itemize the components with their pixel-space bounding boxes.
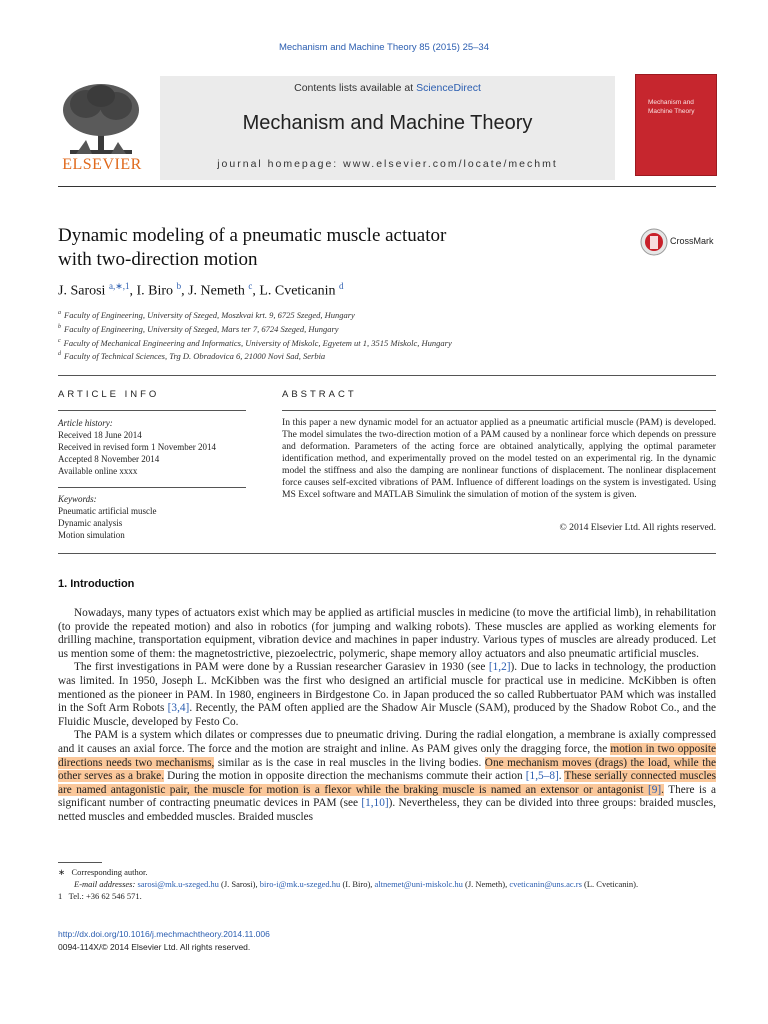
paragraph: The PAM is a system which dilates or compresses due to pneumatic driving. During the radial elongation, a membrane is axially compressed and it causes an axial force. The force and the motion are straight and inline. As PAM gives only the dragging force, the motion in two opposite directions needs two mechanisms, similar as is the case in real muscles in the living bodies. One mechanism moves (drags) the load, while the other serves as a brake. During the motion in opposite direction the mechanisms commute their action [1,5–8]. These serially connected muscles are named antagonistic pair, the muscle for motion is a flexor while the braking muscle is named an extensor or antagonist [9]. There is a significant number of contracting pneumatic devices in PAM (see [1,10]). Nevertheless, they can be divided into three groups: braided muscles, netted muscles and embedded muscles. Braided muscles (58, 729, 717, 823)
corresponding-author-note: ∗ Corresponding author. (58, 867, 148, 877)
telephone-note: 1 Tel.: +36 62 546 571. (58, 891, 142, 901)
abstract-copyright: © 2014 Elsevier Ltd. All rights reserved. (559, 522, 716, 533)
keywords-rule (58, 487, 246, 488)
paragraph: Nowadays, many types of actuators exist which may be applied as artificial muscles in medicine (to move the artificial limb), in rehabilitation (to provide the repeated motion) and also in robotics (for jumping and walking robots). These muscles are applied as working elements for drilling machine, transportation equipment, vibration device and machines in paper industry. Various types of muscles are already produced. Let us mention some of them: the magnetostrictive, piezoelectric, polymeric, shape memory alloy actuators and also pneumatic artificial muscles. (58, 607, 716, 660)
affiliation-item: $^d$ Faculty of Technical Sciences, Trg D. Obradovica 6, 21000 Novi Sad, Serbia (58, 351, 326, 362)
citation-link[interactable]: [1,10] (361, 797, 389, 810)
doi-link[interactable]: http://dx.doi.org/10.1016/j.mechmachtheory.2014.11.006 (58, 929, 270, 939)
affiliation-item: $^b$ Faculty of Engineering, University of Szeged, Mars ter 7, 6724 Szeged, Hungary (58, 323, 339, 334)
sciencedirect-link[interactable]: ScienceDirect (416, 82, 481, 94)
journal-homepage: journal homepage: www.elsevier.com/locate/mechmt (217, 158, 558, 170)
publisher-wordmark: ELSEVIER (62, 156, 142, 173)
highlighted-text[interactable]: One mechanism moves (drags) the load, while the other serves as a brake. (58, 756, 716, 783)
author-affiliation-mark[interactable]: c (248, 281, 253, 291)
crossmark-label: CrossMark (670, 236, 714, 246)
author-name: J. Nemeth (188, 283, 245, 299)
keywords: Keywords: Pneumatic artificial muscle Dynamic analysis Motion simulation (58, 493, 246, 541)
introduction-body (58, 607, 716, 825)
author-name: L. Cveticanin (259, 283, 336, 299)
author-affiliation-mark[interactable]: b (176, 281, 182, 291)
issn-line: 0094-114X/© 2014 Elsevier Ltd. All rights reserved. (58, 942, 251, 952)
author-name: I. Biro (136, 283, 174, 299)
keyword: Pneumatic artificial muscle (58, 506, 157, 516)
author-affiliation-mark[interactable]: a,∗,1 (108, 281, 130, 291)
article-info-rule (58, 410, 246, 411)
journal-homepage-link[interactable]: www.elsevier.com/locate/mechmt (343, 158, 558, 170)
author-name: J. Sarosi (58, 283, 106, 299)
citation-link[interactable]: [9] (647, 783, 662, 796)
journal-cover-thumbnail[interactable] (635, 74, 717, 176)
journal-title: Mechanism and Machine Theory (242, 112, 533, 134)
footnotes (58, 866, 718, 902)
highlighted-text[interactable]: These serially connected muscles are named antagonistic pair, the muscle for motion is a flexor while the braking muscle is named an extensor or antagonist [9]. (58, 770, 717, 796)
journal-citation[interactable]: Mechanism and Machine Theory 85 (2015) 25–34 (278, 42, 489, 53)
contents-line: Contents lists available at ScienceDirect (294, 82, 481, 94)
paper-title: Dynamic modeling of a pneumatic muscle actuator with two-direction motion (58, 225, 447, 270)
citation-link[interactable]: [3,4] (167, 702, 190, 715)
citation-link[interactable]: [1,5–8] (525, 770, 559, 783)
abstract-heading: ABSTRACT (282, 389, 357, 400)
article-history: Article history: Received 18 June 2014 Received in revised form 1 November 2014 Accepted 8 November 2014 Available online xxxx (58, 418, 216, 476)
email-link[interactable]: altnemet@uni-miskolc.hu (374, 879, 463, 889)
paragraph: The first investigations in PAM were done by a Russian researcher Garasiev in 1930 (see [1,2]). Due to lacks in technology, the production was limited. In 1950, Joseph L. McKibben was the first who designed an artificial muscle for practical use in medicine. McKibben is often mentioned as the pioneer in PAM. In 1980, engineers in Birdgestone Co. in Japan produced the so called Rubbertuator PAM which was installed in the Soft Arm Robots [3,4]. Recently, the PAM often applied are the Shadow Air Muscle (SAM), produced by the Shadow Robot Co., and the Fluidic Muscle, developed by Festo Co. (58, 661, 716, 728)
section-rule (58, 375, 716, 376)
header-rule (58, 186, 716, 187)
article-info-heading: ARTICLE INFO (58, 389, 160, 400)
abstract-rule (282, 410, 716, 411)
crossmark-icon (640, 228, 670, 258)
keyword: Dynamic analysis (58, 518, 123, 528)
section-heading-introduction: 1. Introduction (58, 578, 135, 590)
affiliation-item: $^c$ Faculty of Mechanical Engineering and Informatics, University of Miskolc, Egyetem ut 1, 3515 Miskolc, Hungary (58, 337, 452, 348)
author-list: J. Sarosi $^{a,∗,1}$, I. Biro $^b$, J. Nemeth $^c$, L. Cveticanin $^d$ (58, 281, 344, 299)
author-affiliation-mark[interactable]: d (339, 281, 344, 291)
keyword: Motion simulation (58, 530, 125, 540)
abstract-text: In this paper a new dynamic model for an actuator applied as a pneumatic artificial muscle (PAM) is developed. The model simulates the two-direction motion of a PAM caused by a nonlinear force which depends on pressure and deformation. Parameters of the acting force are obtained analytically, applying the optimal parameter identification method, and experimentally proved on the model tested on an experimental rig. In the dynamic model the stiffness and also the damping are nonlinear functions of displacement. The nonlinear displacement force causes self-excited vibrations of PAM. Influence of different loadings on the system is investigated. Using MS Excel software and MATLAB Simulink the simulation of motion of the system is given. (282, 417, 716, 500)
abstract-bottom-rule (58, 553, 716, 554)
cover-title: Mechanism and Machine Theory (648, 99, 695, 115)
email-link[interactable]: biro-i@mk.u-szeged.hu (259, 879, 341, 889)
email-link[interactable]: sarosi@mk.u-szeged.hu (137, 879, 219, 889)
email-link[interactable]: cveticanin@uns.ac.rs (509, 879, 582, 889)
highlighted-text[interactable]: motion in two opposite directions needs two mechanisms, (58, 742, 717, 769)
footnote-rule (58, 862, 102, 863)
affiliation-list (58, 307, 718, 362)
citation-link[interactable]: [1,2] (488, 661, 511, 674)
email-addresses: E-mail addresses: sarosi@mk.u-szeged.hu (J. Sarosi), biro-i@mk.u-szeged.hu (I. Biro), altnemet@uni-miskolc.hu (J. Nemeth), cveticanin@uns.ac.rs (L. Cveticanin). (74, 879, 639, 889)
affiliation-item: $^a$ Faculty of Engineering, University of Szeged, Moszkvai krt. 9, 6725 Szeged, Hungary (58, 309, 355, 320)
